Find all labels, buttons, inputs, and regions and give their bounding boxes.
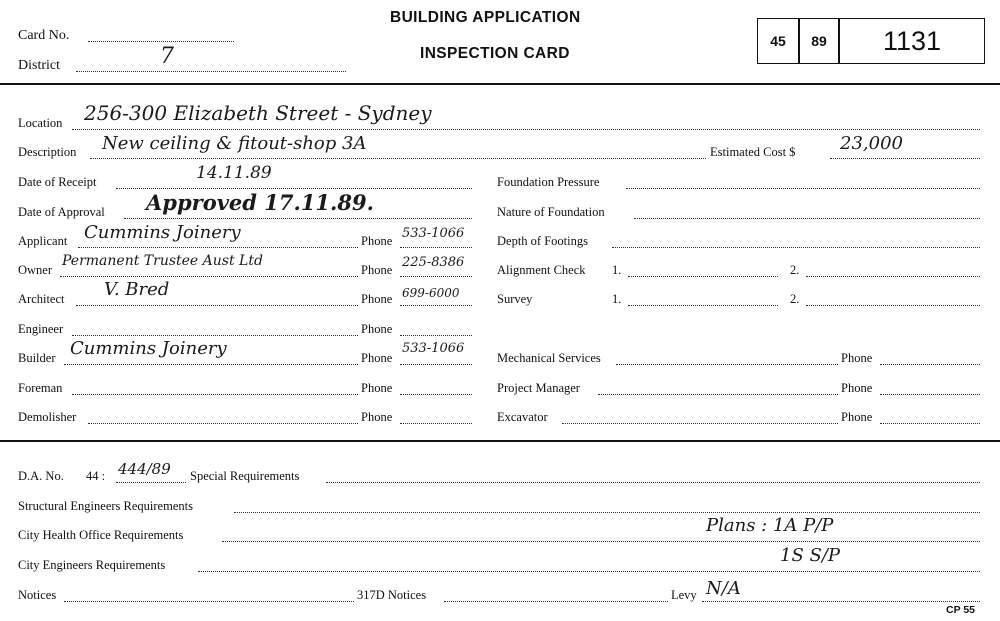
da-no-label: D.A. No. <box>18 469 64 483</box>
owner-label: Owner <box>18 263 53 277</box>
builder-line <box>64 364 358 365</box>
foundation-pressure-label: Foundation Pressure <box>497 175 600 189</box>
form-code: CP 55 <box>946 604 975 616</box>
location-label: Location <box>18 116 63 130</box>
demolisher-label: Demolisher <box>18 410 77 424</box>
engineer-line <box>72 335 358 336</box>
da-prefix: 44 : <box>86 469 106 483</box>
mechanical-services-line <box>616 364 838 365</box>
title-line-1: BUILDING APPLICATION <box>390 9 581 26</box>
owner-value: Permanent Trustee Aust Ltd <box>62 253 263 269</box>
excavator-label: Excavator <box>497 410 548 424</box>
mechanical-services-phone-line <box>880 364 980 365</box>
project-manager-phone-label: Phone <box>841 381 873 395</box>
architect-line <box>76 305 358 306</box>
builder-label: Builder <box>18 351 56 365</box>
foundation-pressure-line <box>626 188 980 189</box>
mechanical-services-label: Mechanical Services <box>497 351 601 365</box>
engineer-phone-line <box>400 335 472 336</box>
architect-phone-value: 699-6000 <box>402 286 460 300</box>
date-of-receipt-value: 14.11.89 <box>196 163 272 183</box>
engineer-label: Engineer <box>18 322 64 336</box>
applicant-phone-line <box>400 247 472 248</box>
alignment-check-line-2 <box>806 276 980 277</box>
architect-phone-label: Phone <box>361 292 393 306</box>
project-manager-line <box>598 394 838 395</box>
notices-317d-label: 317D Notices <box>357 588 427 602</box>
alignment-check-item-2: 2. <box>790 263 800 277</box>
architect-label: Architect <box>18 292 65 306</box>
project-manager-label: Project Manager <box>497 381 580 395</box>
applicant-value: Cummins Joinery <box>84 222 241 243</box>
survey-line-1 <box>628 305 778 306</box>
notices-label: Notices <box>18 588 57 602</box>
excavator-phone-label: Phone <box>841 410 873 424</box>
notices-line <box>64 601 354 602</box>
city-engineers-label: City Engineers Requirements <box>18 558 166 572</box>
survey-label: Survey <box>497 292 533 306</box>
applicant-phone-label: Phone <box>361 234 393 248</box>
nature-of-foundation-line <box>634 218 980 219</box>
structural-engineers-line <box>234 512 980 513</box>
builder-phone-label: Phone <box>361 351 393 365</box>
estimated-cost-value: 23,000 <box>840 133 903 154</box>
demolisher-line <box>88 423 358 424</box>
owner-phone-label: Phone <box>361 263 393 277</box>
box-a-value: 45 <box>770 33 786 49</box>
levy-line <box>702 601 980 602</box>
alignment-check-item-1: 1. <box>612 263 622 277</box>
owner-phone-line <box>400 276 472 277</box>
city-health-office-label: City Health Office Requirements <box>18 528 184 542</box>
date-of-approval-value: Approved 17.11.89. <box>146 190 374 215</box>
architect-phone-line <box>400 305 472 306</box>
description-value: New ceiling & fitout-shop 3A <box>102 133 367 154</box>
da-value: 444/89 <box>118 460 171 478</box>
engineer-phone-label: Phone <box>361 322 393 336</box>
demolisher-phone-line <box>400 423 472 424</box>
alignment-check-label: Alignment Check <box>497 263 586 277</box>
builder-phone-value: 533-1066 <box>402 341 465 356</box>
foreman-phone-line <box>400 394 472 395</box>
district-value: 7 <box>160 44 174 69</box>
date-of-receipt-label: Date of Receipt <box>18 175 97 189</box>
nature-of-foundation-label: Nature of Foundation <box>497 205 605 219</box>
project-manager-phone-line <box>880 394 980 395</box>
title-line-2: INSPECTION CARD <box>420 45 570 62</box>
city-health-office-line <box>222 541 980 542</box>
date-of-approval-label: Date of Approval <box>18 205 105 219</box>
alignment-check-line-1 <box>628 276 778 277</box>
architect-value: V. Bred <box>104 279 170 300</box>
location-line <box>72 129 980 130</box>
foreman-phone-label: Phone <box>361 381 393 395</box>
owner-phone-value: 225-8386 <box>402 255 465 270</box>
special-requirements-line <box>326 482 980 483</box>
survey-line-2 <box>806 305 980 306</box>
da-no-line <box>116 482 186 483</box>
city-engineers-value: 1S S/P <box>780 545 841 566</box>
district-line <box>76 71 346 72</box>
levy-label: Levy <box>671 588 697 602</box>
section-rule <box>0 440 1000 442</box>
estimated-cost-line <box>830 158 980 159</box>
card-number-box <box>757 18 985 64</box>
survey-item-2: 2. <box>790 292 800 306</box>
date-of-approval-line <box>124 218 472 219</box>
card-no-label: Card No. <box>18 28 70 43</box>
excavator-phone-line <box>880 423 980 424</box>
depth-of-footings-line <box>612 247 980 248</box>
excavator-line <box>562 423 838 424</box>
description-label: Description <box>18 145 77 159</box>
special-requirements-label: Special Requirements <box>190 469 300 483</box>
date-of-receipt-line <box>116 188 472 189</box>
card-no-line <box>88 41 234 42</box>
demolisher-phone-label: Phone <box>361 410 393 424</box>
header-rule <box>0 83 1000 85</box>
applicant-label: Applicant <box>18 234 68 248</box>
builder-value: Cummins Joinery <box>70 338 227 359</box>
builder-phone-line <box>400 364 472 365</box>
applicant-phone-value: 533-1066 <box>402 226 465 241</box>
city-engineers-line <box>198 571 980 572</box>
structural-engineers-label: Structural Engineers Requirements <box>18 499 193 513</box>
owner-line <box>60 276 358 277</box>
district-label: District <box>18 58 60 73</box>
box-number-value: 1131 <box>882 25 942 56</box>
depth-of-footings-label: Depth of Footings <box>497 234 588 248</box>
location-value: 256-300 Elizabeth Street - Sydney <box>84 101 432 125</box>
box-b-value: 89 <box>811 33 827 49</box>
survey-item-1: 1. <box>612 292 622 306</box>
applicant-line <box>78 247 358 248</box>
foreman-label: Foreman <box>18 381 63 395</box>
estimated-cost-label: Estimated Cost $ <box>710 145 796 159</box>
foreman-line <box>72 394 358 395</box>
levy-value: N/A <box>706 578 741 599</box>
description-line <box>90 158 706 159</box>
mechanical-services-phone-label: Phone <box>841 351 873 365</box>
city-health-office-value: Plans : 1A P/P <box>706 515 834 536</box>
notices-317d-line <box>444 601 668 602</box>
